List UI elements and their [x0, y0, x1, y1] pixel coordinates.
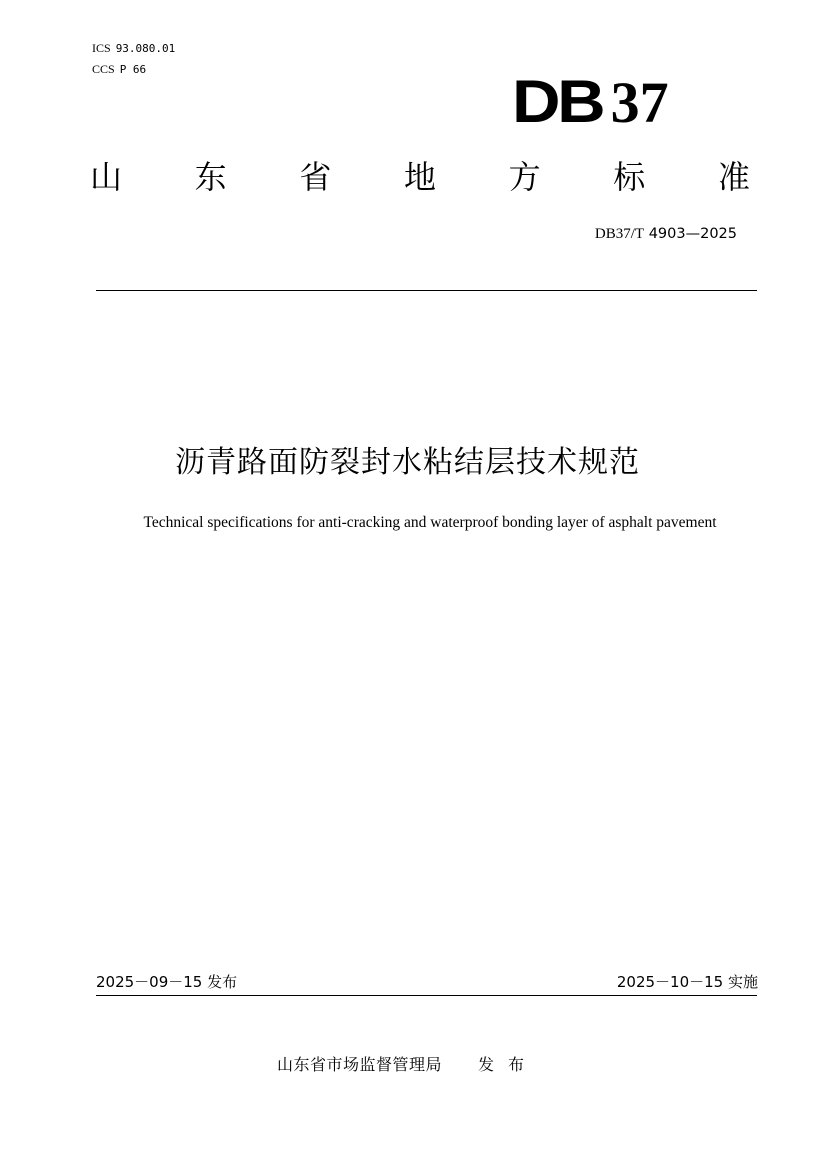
db37-logo [512, 68, 669, 135]
issuer-organization: 山东省市场监督管理局 [276, 1055, 442, 1074]
standard-type-char: 标 [613, 158, 646, 196]
footer-divider [96, 995, 757, 996]
standard-type-char: 省 [299, 158, 332, 196]
implementation-date: 2025－10－15 实施 [616, 973, 758, 991]
ics-value: 93.080.01 [115, 42, 176, 55]
ccs-value: P 66 [119, 63, 147, 76]
issuer-action: 发布 [478, 1055, 539, 1074]
issue-date: 2025－09－15 发布 [96, 973, 238, 991]
ics-code [92, 41, 175, 56]
standard-type-char: 方 [508, 158, 541, 196]
header-divider [96, 290, 757, 291]
standard-type-char: 地 [403, 158, 436, 196]
title-chinese: 沥青路面防裂封水粘结层技术规范 [175, 445, 640, 480]
ccs-label: CCS [92, 62, 115, 76]
db-logo-letters: DB [512, 68, 603, 135]
issuer-line [0, 1052, 815, 1078]
title-english: Technical specifications for anti-cracking and waterproof bonding layer of asphalt pavement [143, 514, 717, 531]
standard-type-char: 山 [90, 158, 123, 196]
db-logo-number: 37 [610, 70, 669, 135]
standard-number-value: 4903—2025 [648, 226, 737, 242]
ccs-code [92, 62, 146, 77]
standard-number [595, 226, 737, 243]
ics-label: ICS [92, 41, 111, 55]
standard-type-char: 东 [194, 158, 227, 196]
standard-type-heading [90, 152, 750, 202]
standard-number-prefix: DB37/T [594, 226, 645, 242]
standard-type-char: 准 [717, 158, 750, 196]
